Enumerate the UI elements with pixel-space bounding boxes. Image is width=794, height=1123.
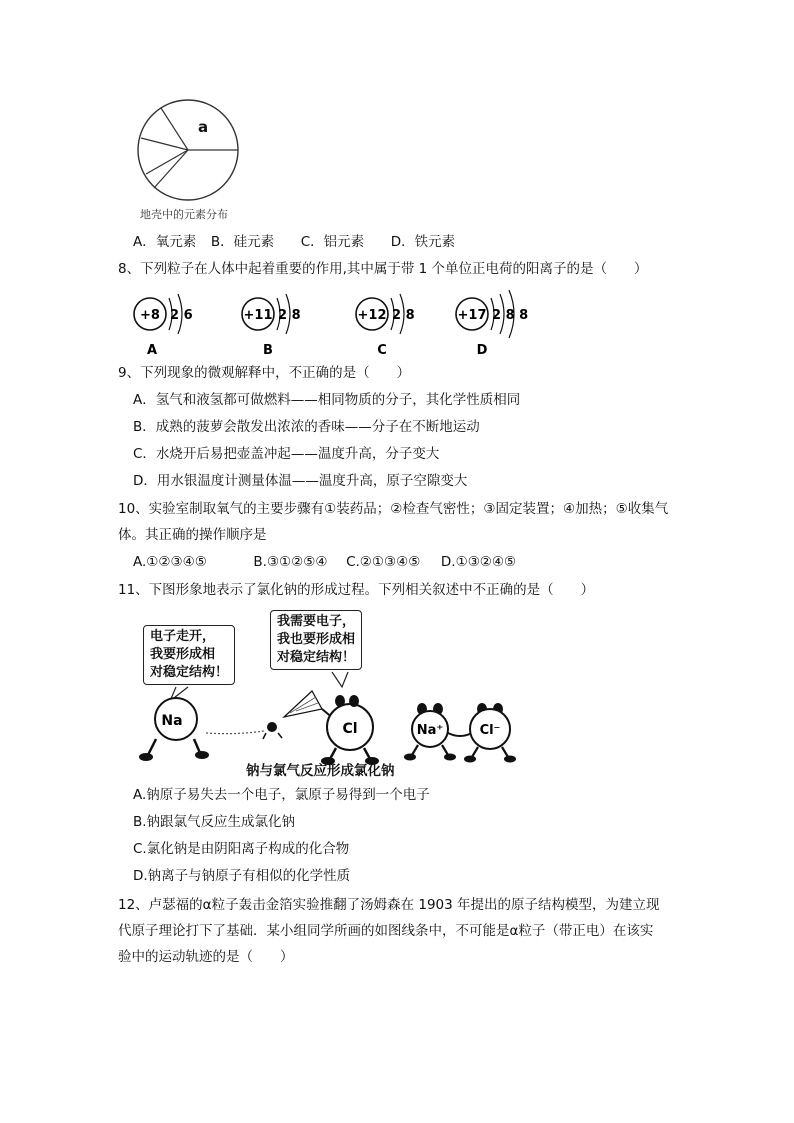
atom-a-label: A bbox=[146, 343, 158, 358]
atom-c-label: C bbox=[377, 343, 387, 358]
net-figure bbox=[284, 691, 334, 719]
cl-ion-character bbox=[464, 703, 516, 763]
atom-d-electrons: 2 8 8 bbox=[492, 308, 529, 323]
na-symbol: Na bbox=[161, 713, 183, 729]
q10-option-c: C.②①③④⑤ bbox=[346, 554, 421, 570]
q11-option-b: B.钠跟氯气反应生成氯化钠 bbox=[133, 814, 296, 830]
q9-option-a: A．氢气和液氢都可做燃料——相同物质的分子，其化学性质相同 bbox=[133, 392, 521, 408]
q12-line1: 12、卢瑟福的α粒子轰击金箔实验推翻了汤姆森在 1903 年提出的原子结构模型，为建立现 bbox=[118, 897, 660, 913]
atom-c-electrons: 2 8 bbox=[392, 308, 415, 323]
atom-d bbox=[456, 290, 528, 358]
atom-c bbox=[356, 294, 415, 358]
na-ion-character bbox=[404, 703, 456, 761]
q9-option-c: C．水烧开后易把壶盖冲起——温度升高，分子变大 bbox=[133, 446, 440, 462]
q8-atom-diagrams bbox=[130, 286, 530, 360]
cl-atom-character bbox=[321, 695, 379, 765]
q9-stem: 9、下列现象的微观解释中，不正确的是（ ） bbox=[118, 365, 411, 381]
q10-stem-line2: 体。其正确的操作顺序是 bbox=[118, 527, 267, 543]
q10-option-b: B.③①②⑤④ bbox=[253, 554, 328, 570]
q7-option-a: A．氧元素 bbox=[133, 234, 197, 250]
pie-label: a bbox=[198, 118, 209, 136]
atom-a-electrons: 2 6 bbox=[170, 308, 193, 323]
pie-chart bbox=[136, 96, 248, 224]
nacl-cartoon bbox=[136, 605, 536, 777]
cl-speech-bubble: 我需要电子， 我也要形成相 对稳定结构！ bbox=[270, 610, 362, 670]
pie-figure bbox=[136, 96, 248, 224]
q11-option-c: C.氯化钠是由阴阳离子构成的化合物 bbox=[133, 841, 350, 857]
atom-b-label: B bbox=[263, 343, 273, 358]
na-ion-symbol: Na⁺ bbox=[416, 723, 444, 738]
q7-option-d: D．铁元素 bbox=[390, 234, 456, 250]
q12-line3: 验中的运动轨迹的是（ ） bbox=[118, 949, 294, 965]
q9-option-b: B．成熟的菠萝会散发出浓浓的香味——分子在不断地运动 bbox=[133, 419, 480, 435]
cartoon-drawing bbox=[136, 605, 536, 777]
q11-option-a: A.钠原子易失去一个电子，氯原子易得到一个电子 bbox=[133, 787, 430, 803]
atom-c-nucleus: +12 bbox=[357, 308, 387, 323]
q7-options bbox=[133, 232, 455, 252]
q7-option-c: C．铝元素 bbox=[300, 234, 365, 250]
q7-option-b: B．硅元素 bbox=[210, 234, 275, 250]
electron-figure bbox=[263, 722, 282, 739]
q10-option-a: A.①②③④⑤ bbox=[133, 554, 207, 570]
atom-d-nucleus: +17 bbox=[457, 308, 487, 323]
atom-d-label: D bbox=[476, 343, 488, 358]
atom-b bbox=[242, 294, 301, 358]
q10-option-d: D.①③②④⑤ bbox=[440, 554, 517, 570]
atom-b-electrons: 2 8 bbox=[278, 308, 301, 323]
na-atom-character bbox=[139, 698, 209, 761]
q11-stem: 11、下图形象地表示了氯化钠的形成过程。下列相关叙述中不正确的是（ ） bbox=[118, 582, 595, 598]
q12-line2: 代原子理论打下了基础．某小组同学所画的如图线条中，不可能是α粒子（带正电）在该实 bbox=[118, 923, 654, 939]
q10-options bbox=[133, 552, 516, 572]
cl-ion-symbol: Cl⁻ bbox=[479, 723, 501, 738]
atom-b-nucleus: +11 bbox=[243, 308, 273, 323]
atom-a-nucleus: +8 bbox=[140, 308, 160, 323]
na-speech-bubble: 电子走开， 我要形成相 对稳定结构！ bbox=[143, 625, 235, 685]
q8-stem: 8、下列粒子在人体中起着重要的作用,其中属于带 1 个单位正电荷的阳离子的是（ ） bbox=[118, 261, 648, 277]
q9-option-d: D．用水银温度计测量体温——温度升高，原子空隙变大 bbox=[133, 473, 468, 489]
cartoon-caption: 钠与氯气反应形成氯化钠 bbox=[246, 763, 395, 779]
q11-option-d: D.钠离子与钠原子有相似的化学性质 bbox=[133, 868, 351, 884]
cl-symbol: Cl bbox=[342, 721, 358, 737]
q10-stem-line1: 10、实验室制取氧气的主要步骤有①装药品；②检查气密性；③固定装置；④加热；⑤收集气 bbox=[118, 501, 669, 517]
atom-a bbox=[134, 294, 193, 358]
pie-caption: 地壳中的元素分布 bbox=[140, 208, 228, 221]
